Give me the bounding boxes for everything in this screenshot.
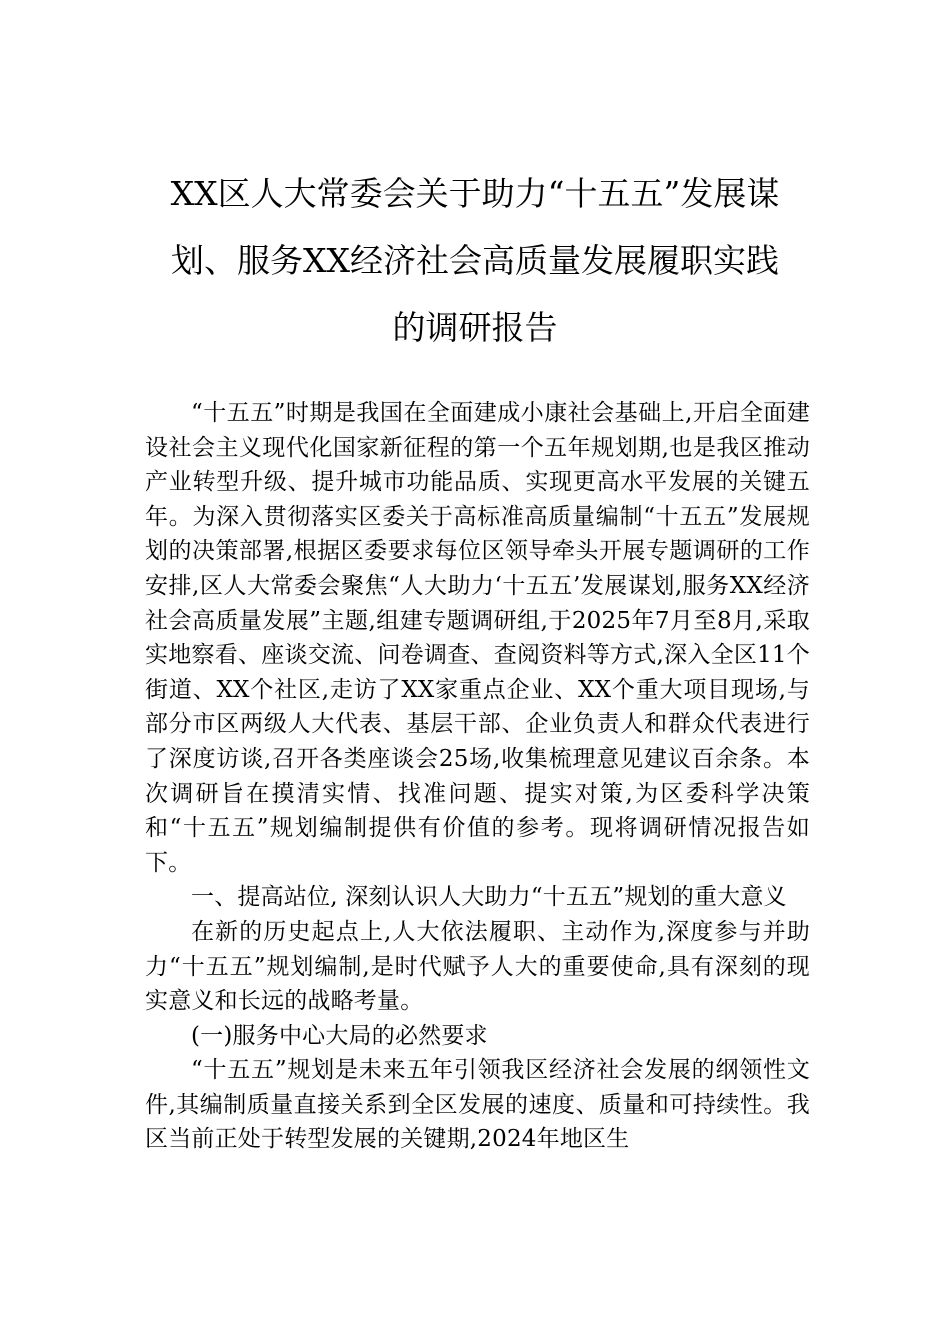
section-heading: 一、提高站位, 深刻认识人大助力“十五五”规划的重大意义 — [191, 884, 787, 911]
title-line: XX区人大常委会关于助力“十五五”发展谋 — [170, 174, 780, 213]
body-paragraph: 在新的历史起点上,人大依法履职、主动作为,深度参与并助力“十五五”规划编制,是时代赋予人大的重要使命,具有深刻的现实意义和长远的战略考量。 — [145, 918, 810, 1015]
title-line: 划、服务XX经济社会高质量发展履职实践 — [171, 241, 779, 280]
subsection-heading: (一)服务中心大局的必然要求 — [191, 1022, 488, 1049]
document-body — [145, 396, 810, 1157]
title-line: 的调研报告 — [392, 308, 558, 347]
document-title — [140, 160, 810, 361]
body-paragraph: “十五五”规划是未来五年引领我区经济社会发展的纲领性文件,其编制质量直接关系到全区发展的速度、质量和可持续性。我区当前正处于转型发展的关键期,2024年地区生 — [145, 1057, 810, 1153]
intro-paragraph: “十五五”时期是我国在全面建成小康社会基础上,开启全面建设社会主义现代化国家新征程的第一个五年规划期,也是我区推动产业转型升级、提升城市功能品质、实现更高水平发展的关键五年。为深入贯彻落实区委关于高标准高质量编制“十五五”发展规划的决策部署,根据区委要求每位区领导牵头开展专题调研的工作安排,区人大常委会聚焦“人大助力‘十五五’发展谋划,服务XX经济社会高质量发展”主题,组建专题调研组,于2025年7月至8月,采取实地察看、座谈交流、问卷调查、查阅资料等方式,深入全区11个街道、XX个社区,走访了XX家重点企业、XX个重大项目现场,与部分市区两级人大代表、基层干部、企业负责人和群众代表进行了深度访谈,召开各类座谈会25场,收集梳理意见建议百余条。本次调研旨在摸清实情、找准问题、提实对策,为区委科学决策和“十五五”规划编制提供有价值的参考。现将调研情况报告如下。 — [145, 400, 810, 876]
